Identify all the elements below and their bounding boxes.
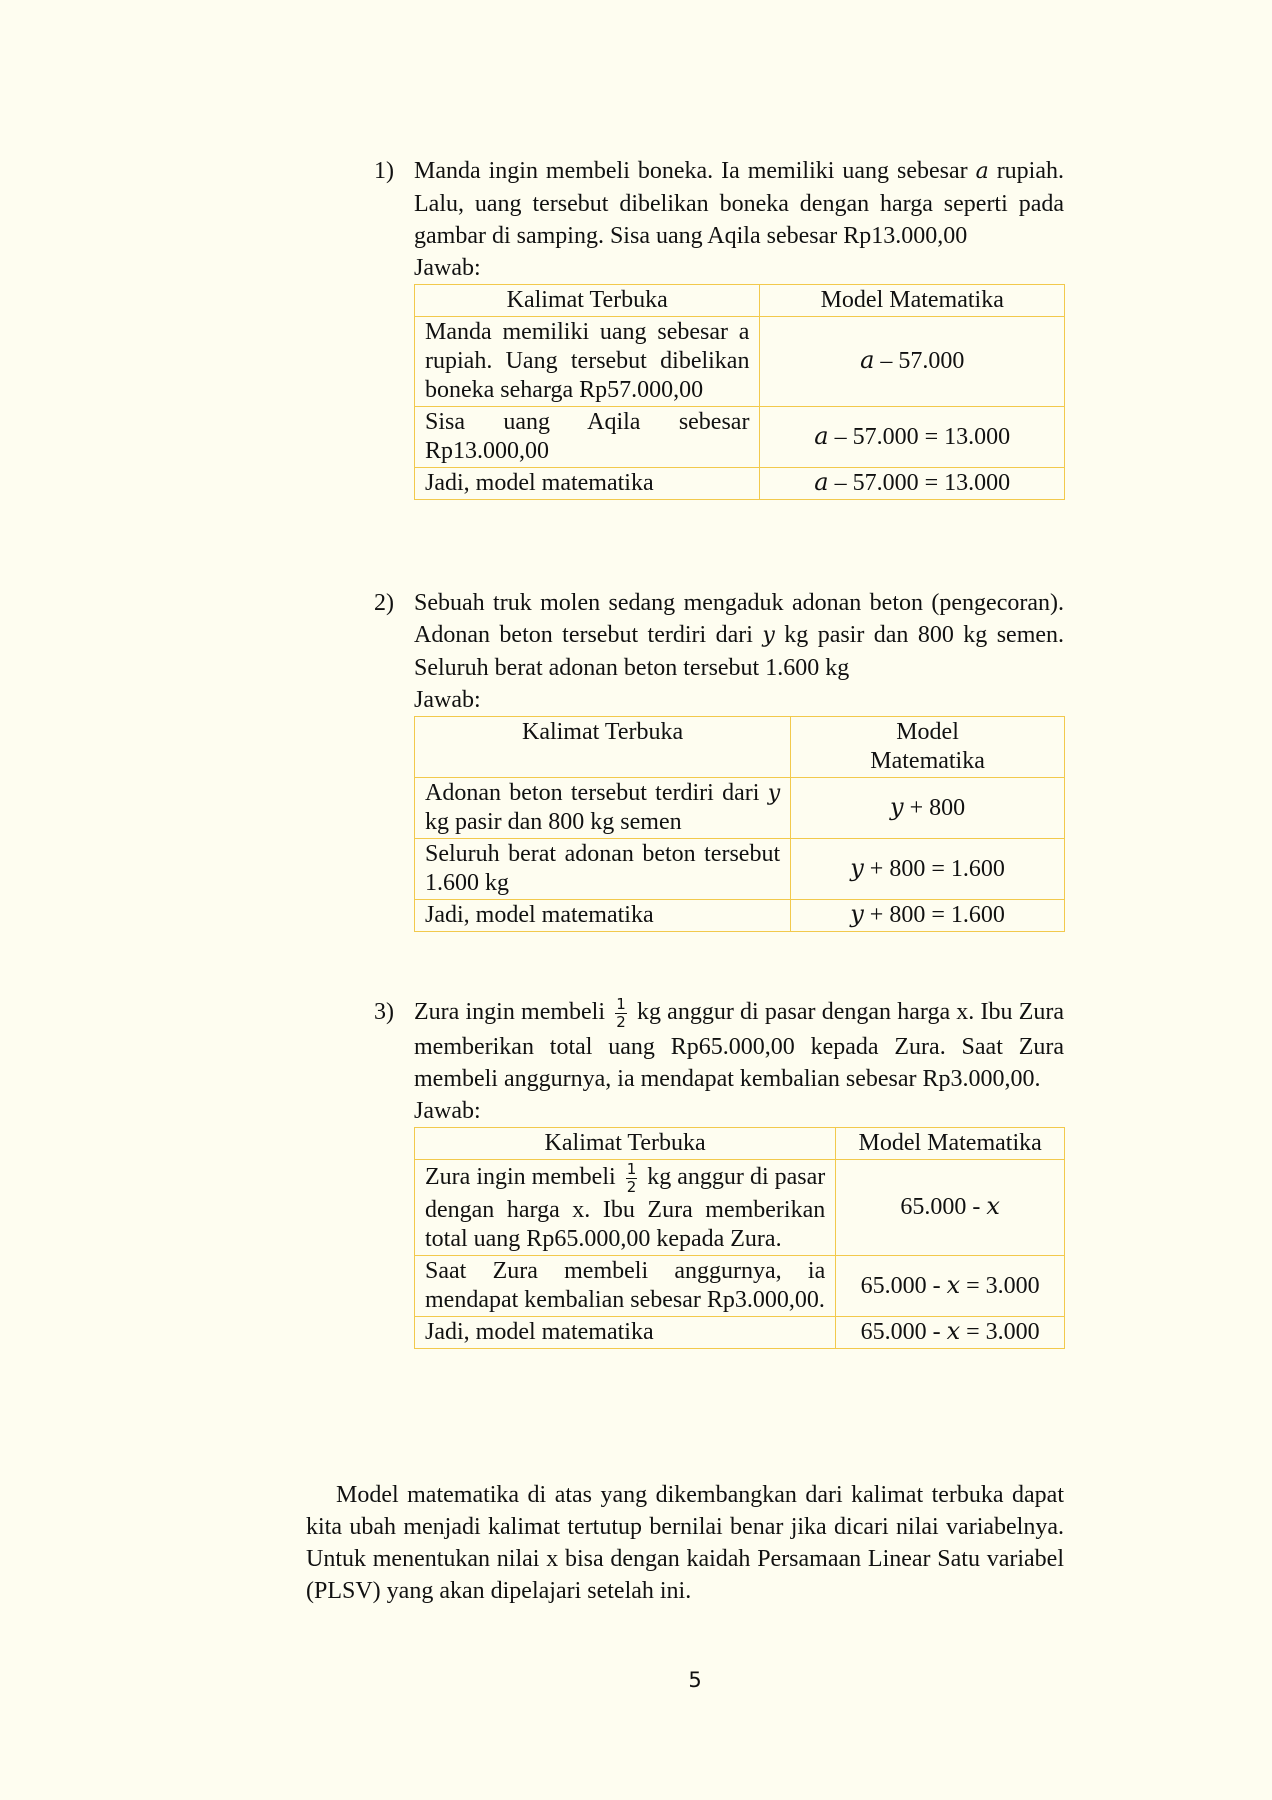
- closing-paragraph: Model matematika di atas yang dikembangkan dari kalimat terbuka dapat kita ubah menjadi kalimat tertutup bernilai benar jika dicari nilai variabelnya. Untuk menentukan nilai x bisa dengan kaidah Persamaan Linear Satu variabel (PLSV) yang akan dipelajari setelah ini.: [306, 1482, 1064, 1604]
- row-model: 𝑦 + 800 = 1.600: [791, 839, 1065, 900]
- answer-table: [414, 284, 1065, 500]
- row-model: 65.000 - 𝑥: [836, 1160, 1065, 1256]
- table-row: [415, 1160, 1065, 1256]
- answer-table: [414, 716, 1065, 932]
- variable-y: y: [767, 781, 781, 806]
- row-model: 𝑦 + 800 = 1.600: [791, 900, 1065, 932]
- table-header-row: [415, 1128, 1065, 1160]
- table-row: [415, 317, 1065, 407]
- problem-1: [374, 155, 1064, 500]
- answer-label: Jawab:: [414, 255, 481, 281]
- problem-text: Zura ingin membeli $\frac{1}{2}$ kg anggur di pasar dengan harga x. Ibu Zura memberikan total uang Rp65.000,00 kepada Zura. Saat Zura membeli anggurnya, ia mendapat kembalian sebesar Rp3.000,00.: [414, 995, 1065, 1092]
- table-row: [415, 407, 1065, 468]
- header-kalimat: Kalimat Terbuka: [415, 1128, 836, 1160]
- problem-2: [374, 587, 1064, 932]
- problem-number: 1): [374, 158, 394, 184]
- row-kalimat: Jadi, model matematika: [415, 1317, 836, 1349]
- header-kalimat: Kalimat Terbuka: [415, 285, 760, 317]
- table-row: [415, 468, 1065, 500]
- table-row: [415, 1317, 1065, 1349]
- row-model: 𝑦 + 800: [791, 778, 1065, 839]
- table-row: [415, 778, 1065, 839]
- header-model: Model Matematika: [760, 285, 1065, 317]
- table-header-row: [415, 285, 1065, 317]
- header-kalimat: Kalimat Terbuka: [415, 717, 791, 778]
- table-row: [415, 839, 1065, 900]
- row-kalimat: Jadi, model matematika: [415, 468, 760, 500]
- header-model: Model Matematika: [791, 717, 1065, 778]
- row-model: 65.000 - 𝑥 = 3.000: [836, 1256, 1065, 1317]
- row-model: 𝑎 – 57.000: [760, 317, 1065, 407]
- table-row: [415, 900, 1065, 932]
- variable-a: a: [975, 159, 989, 184]
- problem-3: [374, 996, 1064, 1349]
- row-kalimat: Adonan beton tersebut terdiri dari y kg pasir dan 800 kg semen: [415, 778, 791, 839]
- row-kalimat: Zura ingin membeli $\frac{1}{2}$ kg anggur di pasar dengan harga x. Ibu Zura memberikan total uang Rp65.000,00 kepada Zura.: [415, 1160, 836, 1256]
- page-number: 5: [688, 1668, 702, 1692]
- row-model: 65.000 - 𝑥 = 3.000: [836, 1317, 1065, 1349]
- answer-label: Jawab:: [414, 687, 481, 713]
- variable-y: y: [762, 623, 775, 648]
- fraction-half: $\frac{1}{2}$: [616, 995, 626, 1031]
- table-row: [415, 1256, 1065, 1317]
- answer-table: [414, 1127, 1065, 1349]
- row-kalimat: Sisa uang Aqila sebesar Rp13.000,00: [415, 407, 760, 468]
- row-kalimat: Jadi, model matematika: [415, 900, 791, 932]
- row-kalimat: Saat Zura membeli anggurnya, ia mendapat kembalian sebesar Rp3.000,00.: [415, 1256, 836, 1317]
- header-model: Model Matematika: [836, 1128, 1065, 1160]
- row-kalimat: Manda memiliki uang sebesar a rupiah. Uang tersebut dibelikan boneka seharga Rp57.000,00: [415, 317, 760, 407]
- row-kalimat: Seluruh berat adonan beton tersebut 1.600 kg: [415, 839, 791, 900]
- answer-label: Jawab:: [414, 1098, 481, 1124]
- table-header-row: [415, 717, 1065, 778]
- problem-text: Manda ingin membeli boneka. Ia memiliki uang sebesar a rupiah. Lalu, uang tersebut dibelikan boneka dengan harga seperti pada gambar di samping. Sisa uang Aqila sebesar Rp13.000,00: [414, 158, 1064, 249]
- problem-number: 3): [374, 999, 394, 1025]
- fraction-half: $\frac{1}{2}$: [626, 1160, 637, 1196]
- problem-number: 2): [374, 590, 394, 616]
- problem-text: Sebuah truk molen sedang mengaduk adonan beton (pengecoran). Adonan beton tersebut terdiri dari y kg pasir dan 800 kg semen. Seluruh berat adonan beton tersebut 1.600 kg: [414, 590, 1065, 681]
- row-model: 𝑎 – 57.000 = 13.000: [760, 407, 1065, 468]
- row-model: 𝑎 – 57.000 = 13.000: [760, 468, 1065, 500]
